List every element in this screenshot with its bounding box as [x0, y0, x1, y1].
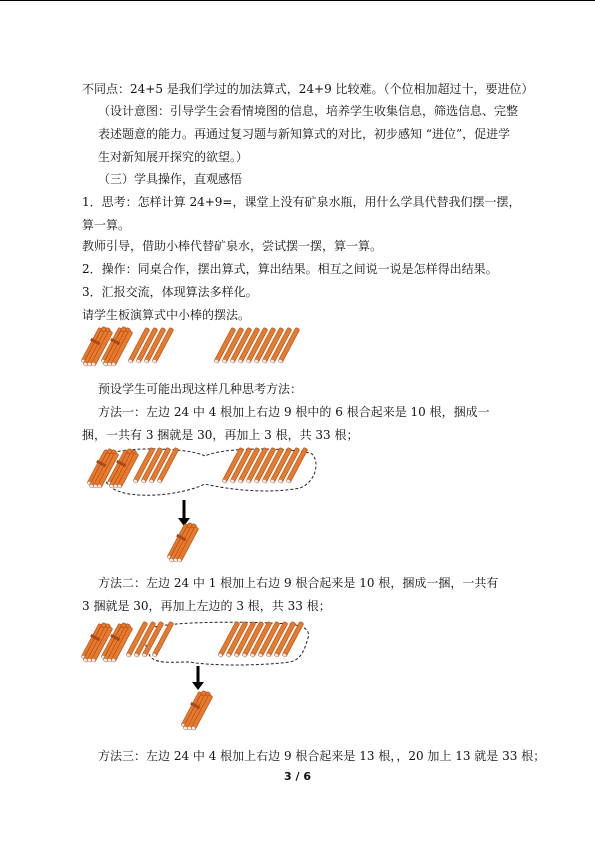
paragraph-operate: 2．操作：同桌合作，摆出算式，算出结果。相互之间说一说是怎样得出结果。 — [82, 262, 498, 276]
paragraph-method-two: 方法二：左边 24 中 1 根加上右边 9 根合起来是 10 根，捆成一捆，一共有 3 捆就是 30，再加上左边的 3 根，共 33 根； — [82, 576, 499, 613]
page-number: 3 / 6 — [284, 770, 311, 783]
paragraph-method-one: 方法一：左边 24 中 4 根加上右边 9 根中的 6 根合起来是 10 根，捆成一捆，一共有 3 捆就是 30，再加上 3 根，共 33 根； — [82, 405, 490, 442]
paragraph-preset-methods: 预设学生可能出现这样几种思考方法： — [98, 382, 303, 396]
figure-sticks-24-plus-9 — [0, 322, 595, 368]
paragraph-board-demo: 请学生板演算式中小棒的摆法。 — [82, 308, 251, 322]
paragraph-difference: 不同点：24+5 是我们学过的加法算式，24+9 比较难。（个位相加超过十，要进位） — [82, 82, 534, 96]
figure-method-one — [0, 444, 595, 566]
figure-method-two — [0, 618, 595, 732]
paragraph-method-three: 方法三：左边 24 中 4 根加上右边 9 根合起来是 13 根，，20 加上 13 就是 33 根； — [98, 749, 546, 763]
top-rule — [0, 0, 595, 1]
stick-bundle-icon — [181, 690, 213, 730]
down-arrow-icon — [192, 666, 204, 690]
paragraph-think: 1．思考：怎样计算 24+9=，课堂上没有矿泉水瓶，用什么学具代替我们摆一摆，算一算。 — [82, 195, 521, 232]
paragraph-report: 3．汇报交流，体现算法多样化。 — [82, 285, 258, 299]
down-arrow-icon — [178, 500, 190, 526]
paragraph-section-heading: （三）学具操作，直观感悟 — [98, 172, 243, 186]
paragraph-design-intent: （设计意图：引导学生会看情境图的信息，培养学生收集信息，筛选信息、完整表述题意的能力。再通过复习题与新知算式的对比，初步感知 “进位”，促进学生对新知展开探究的欲望。） — [98, 104, 519, 164]
stick-bundle-icon — [167, 522, 199, 562]
paragraph-teacher-guide: 教师引导，借助小棒代替矿泉水，尝试摆一摆，算一算。 — [82, 239, 383, 253]
